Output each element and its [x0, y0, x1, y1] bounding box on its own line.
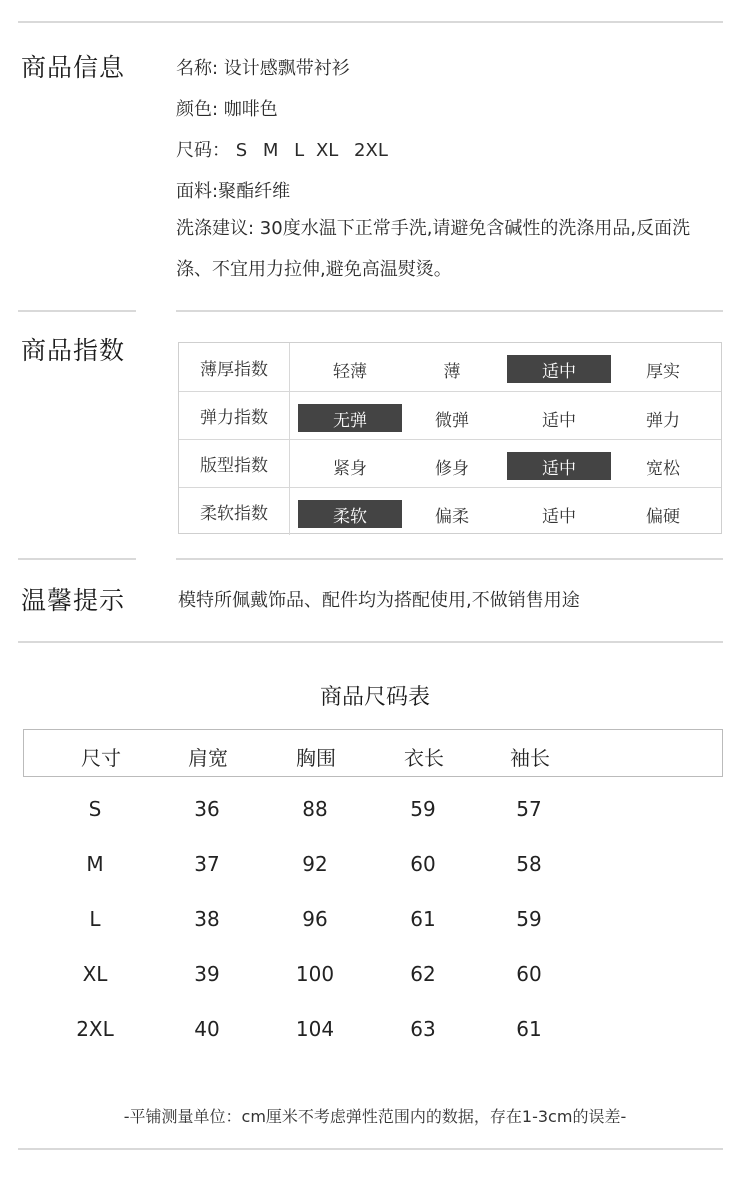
tip-text: 模特所佩戴饰品、配件均为搭配使用,不做销售用途 [178, 590, 580, 611]
size-cell: 40 [194, 1017, 220, 1041]
index-option: 宽松 [646, 458, 680, 479]
index-row [179, 487, 721, 535]
size-cell: 88 [302, 797, 328, 821]
index-option: 厚实 [646, 361, 680, 382]
index-name: 版型指数 [179, 440, 290, 487]
size-cell: 92 [302, 852, 328, 876]
divider-info-right [176, 310, 723, 312]
size-cell: 96 [302, 907, 328, 931]
index-option: 弹力 [646, 410, 680, 431]
section-label-info: 商品信息 [21, 53, 126, 82]
size-cell: 57 [516, 797, 542, 821]
size-cell: 59 [516, 907, 542, 931]
divider-index-right [176, 558, 723, 560]
index-name: 柔软指数 [179, 488, 290, 535]
size-option: L [294, 140, 305, 161]
size-option: S [235, 140, 248, 161]
index-name: 薄厚指数 [179, 343, 290, 391]
size-header-cell: 尺寸 [81, 746, 121, 770]
divider-info-left [18, 310, 136, 312]
size-cell: 37 [194, 852, 220, 876]
section-label-index: 商品指数 [21, 336, 126, 365]
section-label-tips: 温馨提示 [21, 586, 126, 615]
size-header-cell: 衣长 [404, 746, 444, 770]
size-prefix: 尺码： [176, 140, 230, 161]
size-cell: M [86, 852, 104, 876]
index-option: 修身 [435, 458, 469, 479]
divider-bottom [18, 1148, 723, 1150]
size-cell: 61 [516, 1017, 542, 1041]
size-cell: 100 [295, 962, 335, 986]
size-cell: 38 [194, 907, 220, 931]
size-cell: 58 [516, 852, 542, 876]
divider-index-left [18, 558, 136, 560]
index-option: 紧身 [333, 458, 367, 479]
size-header-cell: 袖长 [510, 746, 550, 770]
size-cell: L [89, 907, 101, 931]
product-material: 面料:聚酯纤维 [176, 181, 291, 202]
size-cell: 60 [410, 852, 436, 876]
product-sizes [176, 136, 398, 162]
size-cell: S [88, 797, 102, 821]
size-cell: 36 [194, 797, 220, 821]
index-option-selected: 适中 [507, 355, 611, 383]
size-cell: 61 [410, 907, 436, 931]
product-care: 洗涤建议: 30度水温下正常手洗,请避免含碱性的洗涤用品,反面洗涤、不宜用力拉伸,避免高温熨烫。 [176, 218, 691, 280]
size-option: XL [315, 140, 339, 161]
index-option: 轻薄 [333, 361, 367, 382]
size-chart-title: 商品尺码表 [319, 685, 430, 710]
size-cell: 59 [410, 797, 436, 821]
index-row [179, 391, 721, 439]
size-cell: 39 [194, 962, 220, 986]
size-option: M [262, 140, 279, 161]
size-header-cell: 肩宽 [188, 746, 228, 770]
index-option: 薄 [443, 361, 461, 382]
index-option-selected: 适中 [507, 452, 611, 480]
divider-tips [18, 641, 723, 643]
size-cell: 62 [410, 962, 436, 986]
measurement-note: -平铺测量单位：cm厘米不考虑弹性范围内的数据，存在1-3cm的误差- [123, 1107, 627, 1126]
size-cell: 2XL [76, 1017, 114, 1041]
index-option: 偏柔 [435, 506, 469, 527]
size-cell: 60 [516, 962, 542, 986]
size-header-cell: 胸围 [296, 746, 336, 770]
size-cell: 63 [410, 1017, 436, 1041]
index-option: 偏硬 [646, 506, 680, 527]
index-option-selected: 无弹 [298, 404, 402, 432]
index-option: 适中 [542, 506, 576, 527]
index-row [179, 439, 721, 487]
index-option: 适中 [542, 410, 576, 431]
divider-top [18, 21, 723, 23]
index-option: 微弹 [435, 410, 469, 431]
size-chart-header [23, 729, 723, 777]
size-option: 2XL [354, 140, 388, 161]
index-row [179, 343, 721, 391]
size-cell: XL [82, 962, 108, 986]
index-option-selected: 柔软 [298, 500, 402, 528]
index-table [178, 342, 722, 534]
index-name: 弹力指数 [179, 392, 290, 439]
size-cell: 104 [295, 1017, 335, 1041]
product-color: 颜色: 咖啡色 [176, 99, 278, 120]
product-name: 名称: 设计感飘带衬衫 [176, 58, 350, 79]
